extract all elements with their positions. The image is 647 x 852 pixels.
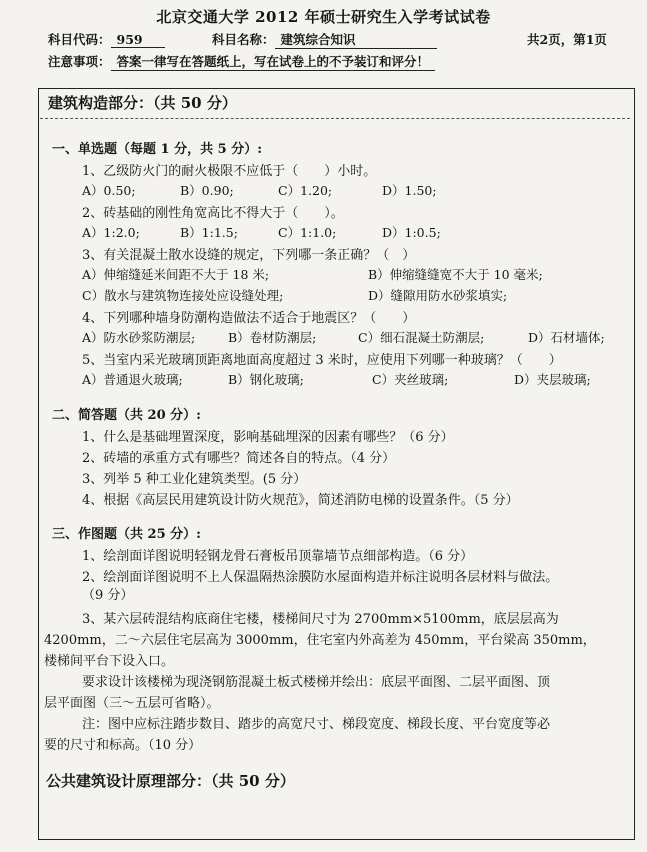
s1-q5-option-c: C）夹丝玻璃; [372, 372, 449, 387]
s1-q4-option-d: D）石材墙体; [528, 330, 605, 345]
part1-title: 建筑构造部分：（共 50 分） [48, 94, 237, 112]
s1-q5-option-a: A）普通退火玻璃; [82, 372, 183, 387]
s1-q1-option-d: D）1.50; [382, 183, 437, 198]
subject-name-label: 科目名称： [212, 32, 275, 47]
s3-question-3-line-2: 4200mm，二～六层住宅层高为 3000mm，住宅室内外高差为 450mm，平台梁高 350mm， [44, 633, 596, 648]
s1-question-5: 5、当室内采光玻璃顶距离地面高度超过 3 米时，应使用下列哪一种玻璃？（ ） [82, 353, 562, 368]
s1-question-4: 4、下列哪种墙身防潮构造做法不适合于地震区？（ ） [82, 311, 416, 326]
s1-question-2: 2、砖基础的刚性角宽高比不得大于（ ）。 [82, 206, 344, 221]
s1-q4-option-c: C）细石混凝土防潮层; [358, 330, 485, 345]
subject-code-value: 959 [111, 32, 165, 48]
s1-q2-option-d: D）1:0.5; [382, 225, 441, 240]
s3-question-3-line-3: 楼梯间平台下设入口。 [44, 654, 175, 669]
s1-question-3: 3、有关混凝土散水设缝的规定，下列哪一条正确？（ ） [82, 248, 416, 263]
s3-question-1: 1、绘剖面详图说明轻钢龙骨石膏板吊顶靠墙节点细部构造。（6 分） [82, 549, 474, 564]
s2-question-4: 4、根据《高层民用建筑设计防火规范》，简述消防电梯的设置条件。（5 分） [82, 493, 519, 508]
notice-text: 答案一律写在答题纸上，写在试卷上的不予装订和评分！ [111, 52, 436, 71]
s3-question-3-line-4: 要求设计该楼梯为现浇钢筋混凝土板式楼梯并绘出：底层平面图、二层平面图、顶 [82, 675, 551, 690]
s1-q4-option-a: A）防水砂浆防潮层; [82, 330, 196, 345]
s1-q3-option-c: C）散水与建筑物连接处应设缝处理; [82, 288, 284, 303]
s2-question-2: 2、砖墙的承重方式有哪些？简述各自的特点。（4 分） [82, 451, 396, 466]
s1-q2-option-b: B）1:1.5; [180, 225, 238, 240]
subject-name-row [212, 30, 437, 49]
s1-q1-option-c: C）1.20; [278, 183, 333, 198]
s3-question-2-points: （9 分） [82, 588, 134, 603]
notice-label: 注意事项： [48, 54, 111, 69]
s1-q1-option-a: A）0.50; [82, 183, 136, 198]
s2-question-1: 1、什么是基础埋置深度，影响基础埋深的因素有哪些？（6 分） [82, 430, 454, 445]
page-count: 共2页，第1页 [527, 32, 607, 47]
subject-code-row [48, 30, 165, 48]
s3-question-3-line-1: 3、某六层砖混结构底商住宅楼，楼梯间尺寸为 2700mm×5100mm，底层层高为 [82, 612, 559, 627]
subject-name-value: 建筑综合知识 [275, 30, 437, 49]
s1-q2-option-a: A）1:2.0; [82, 225, 140, 240]
part2-title: 公共建筑设计原理部分：（共 50 分） [46, 772, 295, 790]
s3-question-2: 2、绘剖面详图说明不上人保温隔热涂膜防水屋面构造并标注说明各层材料与做法。 [82, 570, 559, 585]
s1-q3-option-d: D）缝隙用防水砂浆填实; [368, 288, 508, 303]
s1-q3-option-b: B）伸缩缝缝宽不大于 10 毫米; [368, 267, 543, 282]
section-divider [40, 118, 630, 119]
s3-question-3-line-6: 注：图中应标注踏步数目、踏步的高宽尺寸、梯段宽度、梯段长度、平台宽度等必 [82, 717, 551, 732]
s1-question-1: 1、乙级防火门的耐火极限不应低于（ ）小时。 [82, 164, 377, 179]
exam-title: 北京交通大学 2012 年硕士研究生入学考试试卷 [156, 8, 491, 26]
s1-q1-option-b: B）0.90; [180, 183, 234, 198]
s3-heading: 三、作图题（共 25 分）: [52, 527, 201, 542]
s3-question-3-line-5: 层平面图（三～五层可省略）。 [44, 696, 220, 711]
s2-heading: 二、简答题（共 20 分）: [52, 408, 201, 423]
s1-q2-option-c: C）1:1.0; [278, 225, 337, 240]
s2-question-3: 3、列举 5 种工业化建筑类型。(5 分） [82, 472, 307, 487]
s1-q4-option-b: B）卷材防潮层; [228, 330, 317, 345]
s1-heading: 一、单选题（每题 1 分，共 5 分）: [52, 142, 262, 157]
s1-q3-option-a: A）伸缩缝延米间距不大于 18 米; [82, 267, 270, 282]
s1-q5-option-d: D）夹层玻璃; [514, 372, 591, 387]
s1-q5-option-b: B）钢化玻璃; [228, 372, 304, 387]
s3-question-3-line-7: 要的尺寸和标高。（10 分） [44, 738, 202, 753]
subject-code-label: 科目代码： [48, 32, 111, 47]
notice-row [48, 52, 435, 71]
